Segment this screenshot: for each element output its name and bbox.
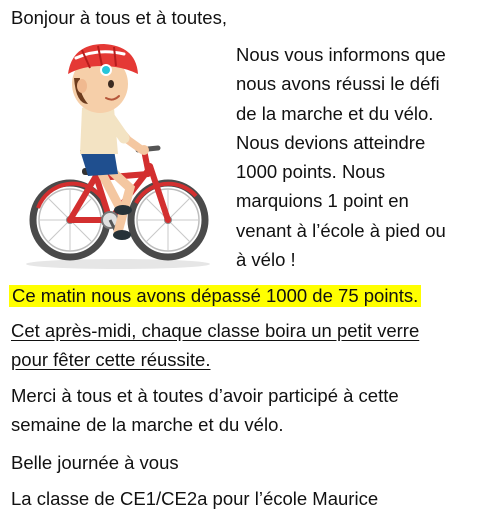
announcement-line: Nous vous informons que — [236, 44, 446, 65]
announcement-line: 1000 points. Nous — [236, 161, 386, 183]
child-on-bicycle-icon — [18, 38, 218, 270]
greeting-text: Bonjour à tous et à toutes, — [11, 7, 227, 28]
highlighted-result — [9, 281, 421, 310]
thanks-line: semaine de la marche et du vélo. — [11, 414, 284, 435]
celebration-paragraph — [11, 316, 419, 374]
highlighted-result-text: Ce matin nous avons dépassé 1000 de 75 points. — [9, 285, 421, 307]
thanks-line: Merci à tous et à toutes d’avoir participé à cette — [11, 385, 399, 406]
closing-text: Belle journée à vous — [11, 452, 179, 473]
celebration-line: pour fêter cette réussite. — [11, 349, 211, 370]
celebration-line: Cet après-midi, chaque classe boira un petit verre — [11, 320, 420, 341]
announcement-line: venant à l’école à pied ou — [236, 219, 446, 241]
signature-text: La classe de CE1/CE2a pour l’école Maurice — [11, 488, 379, 509]
announcement-line: Nous devions atteindre — [236, 131, 426, 153]
announcement-line: marquions 1 point en — [236, 190, 409, 212]
announcement-line: de la marche et du vélo. — [236, 102, 434, 124]
announcement-line: nous avons réussi le défi — [236, 73, 440, 95]
announcement-paragraph — [236, 40, 476, 274]
announcement-line: à vélo ! — [236, 249, 296, 271]
thanks-paragraph — [11, 381, 399, 439]
